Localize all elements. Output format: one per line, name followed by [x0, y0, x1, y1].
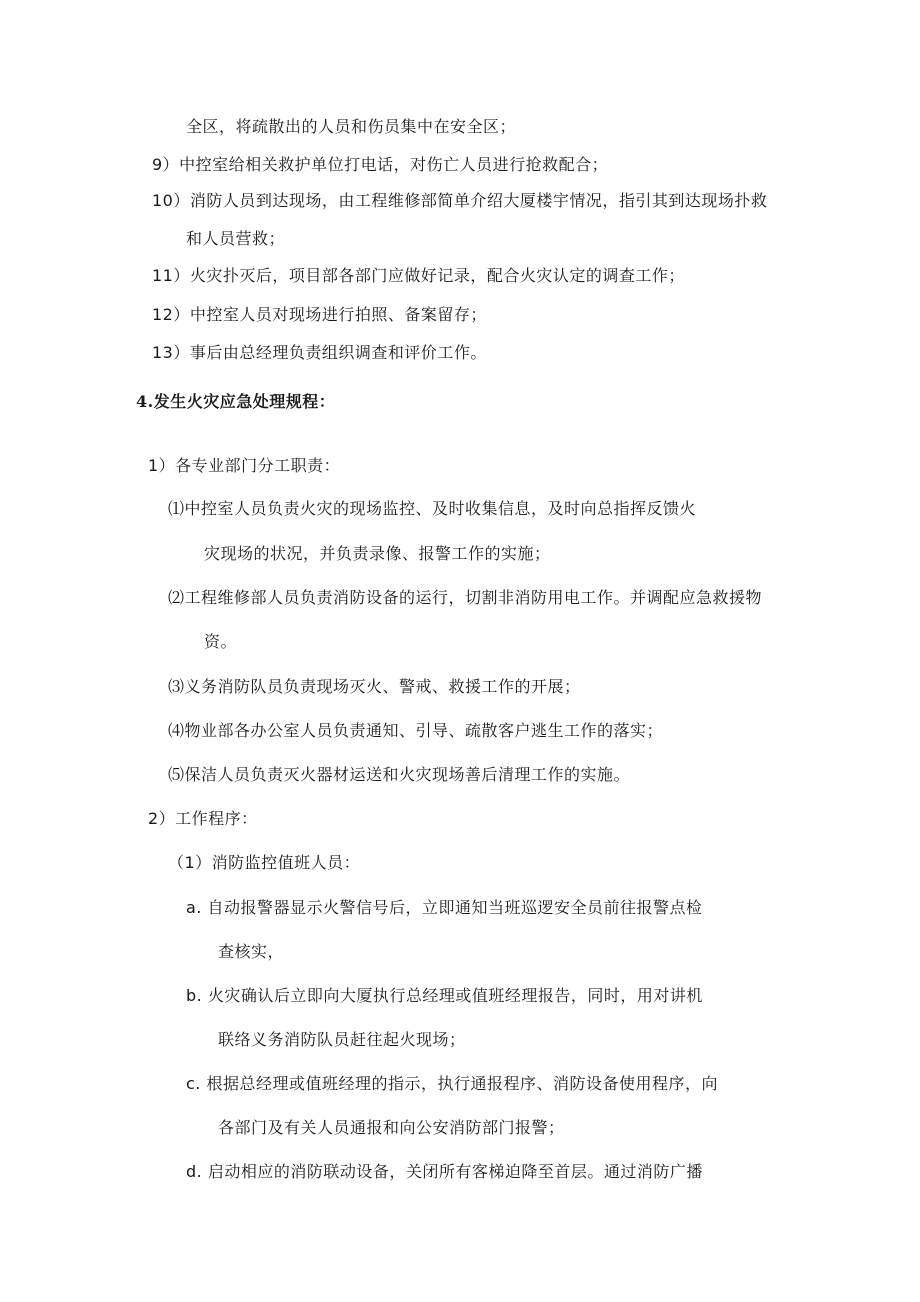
text-line: 13）事后由总经理负责组织调查和评价工作。 — [152, 343, 487, 362]
text-line: （1）消防监控值班人员： — [168, 853, 361, 872]
text-line: 1）各专业部门分工职责： — [148, 456, 341, 475]
text-line: a. 自动报警器显示火警信号后，立即通知当班巡逻安全员前往报警点检 — [186, 898, 703, 917]
text-line: c. 根据总经理或值班经理的指示，执行通报程序、消防设备使用程序，向 — [186, 1074, 718, 1093]
text-line: d. 启动相应的消防联动设备，关闭所有客梯迫降至首层。通过消防广播 — [186, 1162, 703, 1181]
text-line: b. 火灾确认后立即向大厦执行总经理或值班经理报告，同时，用对讲机 — [186, 986, 703, 1005]
text-line: 12）中控室人员对现场进行拍照、备案留存； — [152, 305, 487, 324]
text-line: 全区，将疏散出的人员和伤员集中在安全区； — [186, 117, 517, 136]
text-line: 9）中控室给相关救护单位打电话，对伤亡人员进行抢救配合； — [152, 155, 609, 174]
text-line: 11）火灾扑灭后，项目部各部门应做好记录，配合火灾认定的调查工作； — [152, 266, 685, 285]
text-line: 查核实， — [218, 942, 285, 961]
text-line: ⑶义务消防队员负责现场灭火、警戒、救援工作的开展； — [168, 677, 581, 696]
text-line: ⑸保洁人员负责灭火器材运送和火灾现场善后清理工作的实施。 — [168, 765, 631, 784]
section-heading: 4.发生火灾应急处理规程： — [136, 392, 336, 411]
text-line: 各部门及有关人员通报和向公安消防部门报警； — [218, 1118, 565, 1137]
text-line: 2）工作程序： — [148, 809, 258, 828]
text-line: 灾现场的状况，并负责录像、报警工作的实施； — [204, 544, 551, 563]
text-line: 10）消防人员到达现场，由工程维修部简单介绍大厦楼宇情况，指引其到达现场扑救 — [152, 191, 768, 210]
text-line: ⑴中控室人员负责火灾的现场监控、及时收集信息，及时向总指挥反馈火 — [168, 499, 697, 518]
text-line: ⑷物业部各办公室人员负责通知、引导、疏散客户逃生工作的落实； — [168, 721, 664, 740]
text-line: ⑵工程维修部人员负责消防设备的运行，切割非消防用电工作。并调配应急救援物 — [168, 588, 763, 607]
text-line: 联络义务消防队员赶往起火现场； — [218, 1030, 466, 1049]
text-line: 资。 — [204, 632, 238, 651]
text-line: 和人员营救； — [186, 229, 286, 248]
